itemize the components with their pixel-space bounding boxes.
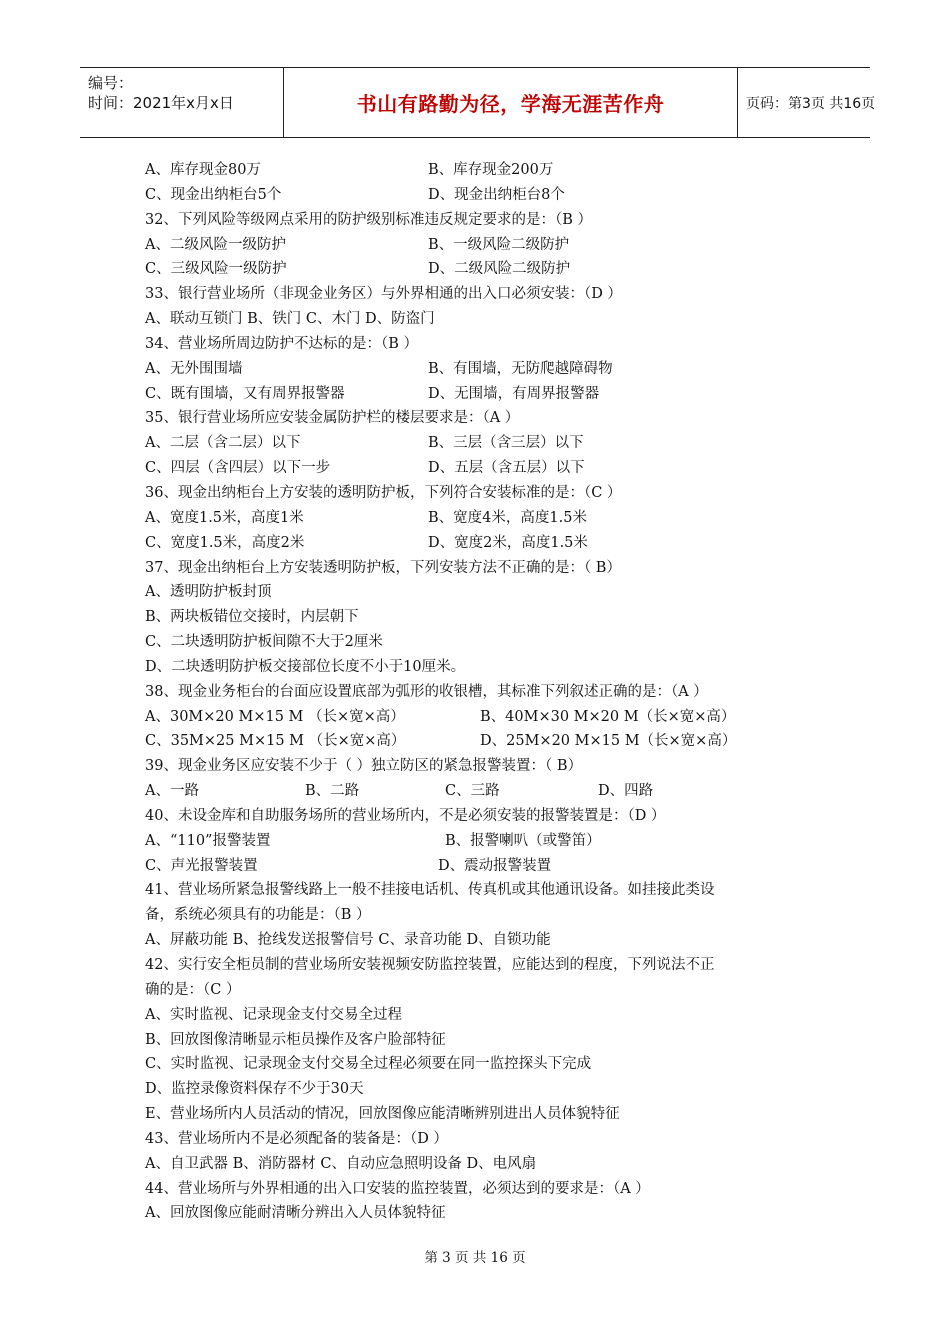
text-line — [145, 804, 825, 829]
option-text: A、30M×20 M×15 M （长×宽×高） — [145, 708, 405, 725]
option-text: C、宽度1.5米，高度2米 — [145, 534, 305, 551]
text-line — [145, 1102, 825, 1127]
question-text: 36、现金出纳柜台上方安装的透明防护板，下列符合安装标准的是：（C ） — [145, 484, 622, 501]
text-line — [145, 953, 825, 978]
option-text: A、透明防护板封顶 — [145, 584, 272, 601]
text-line — [145, 431, 825, 456]
text-line — [145, 1177, 825, 1202]
text-line — [145, 1003, 825, 1028]
option-text: B、40M×30 M×20 M（长×宽×高） — [480, 708, 736, 725]
option-text: A、一路 — [145, 783, 199, 800]
text-line — [145, 630, 825, 655]
text-line — [145, 406, 825, 431]
text-line — [145, 208, 825, 233]
option-text: A、联动互锁门 B、铁门 C、木门 D、防盗门 — [145, 311, 435, 328]
option-text: D、监控录像资料保存不少于30天 — [145, 1081, 364, 1098]
option-text: A、库存现金80万 — [145, 162, 261, 178]
text-line — [145, 382, 825, 407]
question-text: 34、营业场所周边防护不达标的是：（B ） — [145, 335, 418, 352]
option-text: A、自卫武器 B、消防器材 C、自动应急照明设备 D、电风扇 — [145, 1155, 537, 1172]
option-text: B、有围墙，无防爬越障碍物 — [428, 360, 613, 377]
option-text: E、营业场所内人员活动的情况，回放图像应能清晰辨别进出人员体貌特征 — [145, 1106, 620, 1123]
text-line — [145, 580, 825, 605]
question-text: 43、营业场所内不是必须配备的装备是：（D ） — [145, 1130, 448, 1147]
question-text: 41、营业场所紧急报警线路上一般不挂接电话机、传真机或其他通讯设备。如挂接此类设 — [145, 882, 715, 899]
option-text: A、二级风险一级防护 — [145, 236, 286, 253]
text-line — [145, 928, 825, 953]
option-text: B、宽度4米，高度1.5米 — [428, 509, 587, 526]
option-text: C、三级风险一级防护 — [145, 261, 287, 278]
question-text: 39、现金业务区应安装不少于（ ）独立防区的紧急报警装置：（ B） — [145, 758, 583, 775]
option-text: B、二路 — [305, 783, 360, 800]
question-text: 38、现金业务柜台的台面应设置底部为弧形的收银槽，其标准下列叙述正确的是：（A ） — [145, 683, 708, 700]
option-text: D、宽度2米，高度1.5米 — [428, 534, 588, 551]
header-page-info: 页码：第3页 共16页 — [746, 95, 876, 112]
text-line — [145, 829, 825, 854]
text-line — [145, 357, 825, 382]
option-text: A、“110”报警装置 — [145, 832, 271, 849]
option-text: 确的是：（C ） — [145, 981, 241, 998]
question-text: 35、银行营业场所应安装金属防护栏的楼层要求是：（A ） — [145, 410, 520, 427]
option-text: D、二块透明防护板交接部位长度不小于10厘米。 — [145, 658, 466, 675]
text-line — [145, 878, 825, 903]
option-text: 备，系统必须具有的功能是：（B ） — [145, 907, 371, 924]
header-meta — [80, 68, 283, 137]
text-line — [145, 729, 825, 754]
option-text: B、一级风险二级防护 — [428, 236, 570, 253]
text-line — [145, 556, 825, 581]
question-text: 32、下列风险等级网点采用的防护级别标准违反规定要求的是：（B ） — [145, 211, 592, 228]
text-line — [145, 854, 825, 879]
question-text: 44、营业场所与外界相通的出入口安装的监控装置，必须达到的要求是：（A ） — [145, 1180, 650, 1197]
text-line — [145, 1052, 825, 1077]
text-line — [145, 1127, 825, 1152]
option-text: A、宽度1.5米，高度1米 — [145, 509, 304, 526]
document-number-label: 编号： — [88, 74, 134, 92]
question-text: 42、实行安全柜员制的营业场所安装视频安防监控装置，应能达到的程度，下列说法不正 — [145, 957, 715, 973]
option-text: C、三路 — [445, 783, 500, 800]
option-text: D、现金出纳柜台8个 — [428, 186, 565, 203]
document-header — [80, 67, 876, 138]
text-line — [145, 257, 825, 282]
text-line — [145, 183, 825, 208]
option-text: C、35M×25 M×15 M （长×宽×高） — [145, 733, 406, 750]
option-text: B、回放图像清晰显示柜员操作及客户脸部特征 — [145, 1031, 446, 1048]
text-line — [145, 282, 825, 307]
text-line — [145, 1028, 825, 1053]
option-text: C、声光报警装置 — [145, 857, 258, 874]
text-line — [145, 754, 825, 779]
header-page-cell — [738, 68, 876, 137]
option-text: D、25M×20 M×15 M（长×宽×高） — [480, 733, 737, 750]
option-text: D、五层（含五层）以下 — [428, 460, 585, 477]
option-text: D、无围墙，有周界报警器 — [428, 385, 600, 402]
text-line — [145, 456, 825, 481]
text-line — [145, 1077, 825, 1102]
option-text: C、二块透明防护板间隙不大于2厘米 — [145, 634, 383, 651]
option-text: C、四层（含四层）以下一步 — [145, 460, 331, 477]
option-text: A、二层（含二层）以下 — [145, 435, 301, 452]
question-text: 40、未设金库和自助服务场所的营业场所内，不是必须安装的报警装置是：（D ） — [145, 807, 666, 824]
text-line — [145, 978, 825, 1003]
header-motto-cell — [283, 68, 738, 137]
text-line — [145, 531, 825, 556]
option-text: A、屏蔽功能 B、抢线发送报警信号 C、录音功能 D、自锁功能 — [145, 932, 551, 949]
text-line — [145, 307, 825, 332]
option-text: C、既有围墙，又有周界报警器 — [145, 385, 345, 402]
option-text: A、无外围围墙 — [145, 360, 243, 377]
text-line — [145, 233, 825, 258]
option-text: C、实时监视、记录现金支付交易全过程必须要在同一监控探头下完成 — [145, 1056, 592, 1073]
text-line — [145, 481, 825, 506]
text-line — [145, 655, 825, 680]
option-text: D、二级风险二级防护 — [428, 261, 571, 278]
text-line — [145, 705, 825, 730]
question-text: 37、现金出纳柜台上方安装透明防护板，下列安装方法不正确的是：（ B） — [145, 559, 621, 576]
option-text: A、回放图像应能耐清晰分辨出入人员体貌特征 — [145, 1205, 446, 1222]
option-text: B、两块板错位交接时，内层朝下 — [145, 609, 359, 626]
page-footer: 第 3 页 共 16 页 — [424, 1250, 526, 1266]
text-line — [145, 506, 825, 531]
option-text: C、现金出纳柜台5个 — [145, 186, 282, 203]
text-line — [145, 1201, 825, 1226]
option-text: A、实时监视、记录现金支付交易全过程 — [145, 1006, 402, 1023]
text-line — [145, 1152, 825, 1177]
option-text: B、库存现金200万 — [428, 162, 554, 178]
text-line — [145, 605, 825, 630]
text-line — [145, 779, 825, 804]
question-content — [145, 158, 825, 1226]
document-time-label: 时间：2021年x月x日 — [88, 94, 234, 112]
question-text: 33、银行营业场所（非现金业务区）与外界相通的出入口必须安装：（D ） — [145, 286, 622, 303]
text-line — [145, 680, 825, 705]
option-text: D、震动报警装置 — [438, 857, 552, 874]
option-text: B、报警喇叭（或警笛） — [445, 832, 601, 849]
option-text: D、四路 — [598, 783, 654, 800]
text-line — [145, 903, 825, 928]
header-motto: 书山有路勤为径，学海无涯苦作舟 — [356, 92, 665, 116]
option-text: B、三层（含三层）以下 — [428, 435, 584, 452]
text-line — [145, 332, 825, 357]
text-line — [145, 158, 825, 183]
